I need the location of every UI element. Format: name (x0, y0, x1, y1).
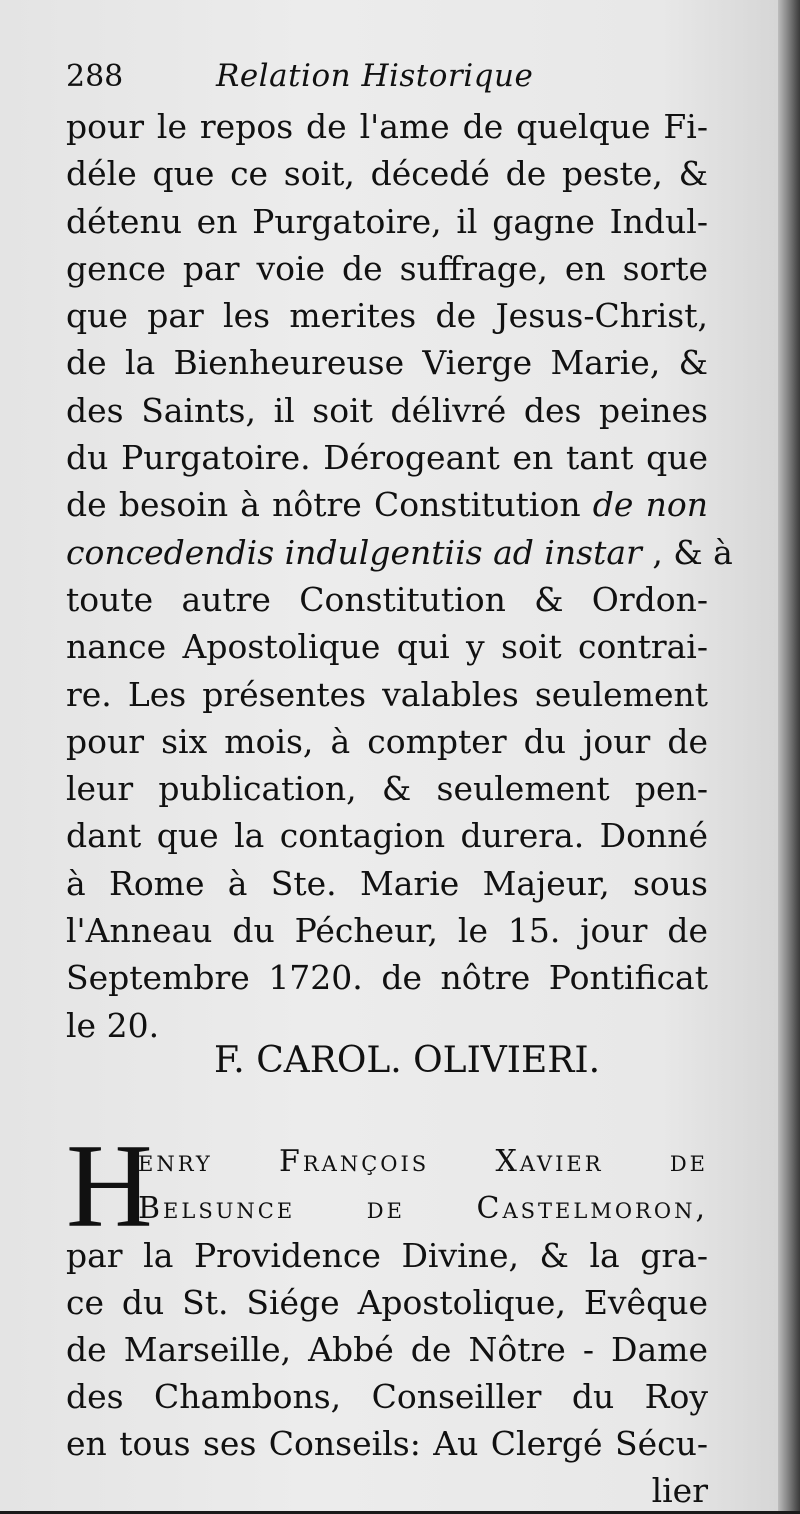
text-line-mixed (66, 481, 708, 528)
running-title: Relation Historique (216, 58, 534, 94)
text-line: leur publication, & seulement pen- (66, 769, 708, 809)
text-segment: de besoin à nôtre Constitution (66, 485, 581, 525)
text-line: dant que la contagion durera. Donné (66, 816, 708, 856)
text-line: déle que ce soit, décedé de peste, & (66, 154, 708, 194)
text-line: que par les merites de Jesus-Christ, (66, 296, 708, 336)
signature: F. CAROL. OLIVIERI. (213, 1040, 601, 1081)
text-line: des Saints, il soit délivré des peines (66, 390, 708, 430)
small-caps-line: enry François Xavier de (138, 1144, 708, 1179)
drop-cap: H (66, 1119, 153, 1252)
text-line: gence par voie de suffrage, en sorte (66, 248, 708, 288)
text-line: en tous ses Conseils: Au Clergé Sécu- (66, 1424, 708, 1463)
small-caps-line: Belsunce de Castelmoron, (138, 1191, 708, 1226)
body-text (66, 103, 733, 1049)
new-section (66, 1119, 708, 1514)
text-line: le 20. (66, 1005, 160, 1045)
text-line: nance Apostolique qui y soit contrai- (66, 627, 708, 667)
text-line: re. Les présentes valables seulement (66, 674, 708, 714)
text-line: des Chambons, Conseiller du Roy (66, 1377, 708, 1416)
text-line: pour le repos de l'ame de quelque Fi- (66, 107, 708, 146)
text-line: ce du St. Siége Apostolique, Evêque (66, 1283, 708, 1322)
text-line-mixed (66, 529, 733, 576)
italic-segment: de non (592, 485, 708, 525)
catchword: lier (651, 1471, 708, 1510)
page-header (66, 58, 708, 102)
text-line: Septembre 1720. de nôtre Pontificat (66, 958, 708, 998)
page-edge-shadow (778, 0, 800, 1511)
text-segment: , & à (652, 532, 733, 572)
text-line: du Purgatoire. Dérogeant en tant que (66, 438, 708, 478)
page-number: 288 (66, 59, 124, 94)
text-line: par la Providence Divine, & la gra- (66, 1236, 708, 1275)
text-line: de la Bienheureuse Vierge Marie, & (66, 343, 708, 383)
text-line: à Rome à Ste. Marie Majeur, sous (66, 863, 708, 903)
italic-segment: concedendis indulgentiis ad instar (66, 532, 642, 572)
text-line: pour six mois, à compter du jour de (66, 721, 708, 761)
text-line: de Marseille, Abbé de Nôtre - Dame (66, 1330, 708, 1369)
text-line: détenu en Purgatoire, il gagne Indul- (66, 201, 708, 241)
text-line: toute autre Constitution & Ordon- (66, 579, 708, 619)
text-line: l'Anneau du Pécheur, le 15. jour de (66, 911, 708, 951)
